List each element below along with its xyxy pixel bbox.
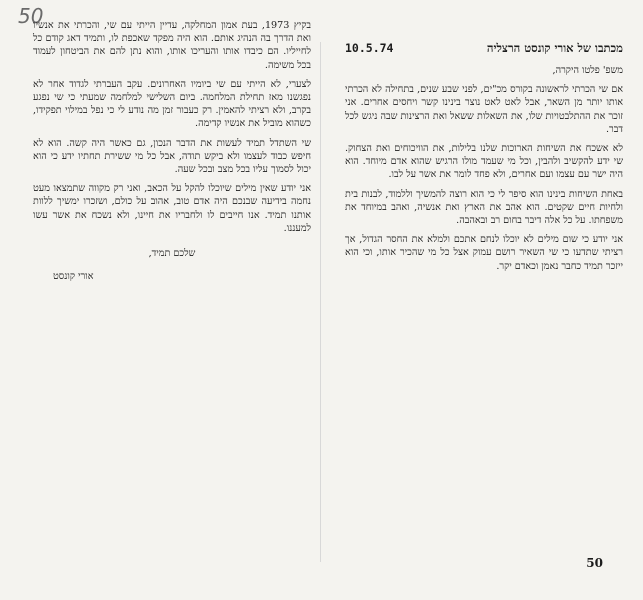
left-column-paragraph: לצערי, לא הייתי עם שי ביומיו האחרונים. עקב העברתי לגדוד אחר לא נפגשנו מאז תחילת המלחמה. ביום השלישי למלחמה שמעתי כי שי נפגע בקרב, ולא רציתי להאמין. רק כעבור זמן מה נודע לי כי נפל במילוי תפקידו, כשהוא מוביל את אנשיו קדימה. (33, 78, 311, 130)
right-column-paragraph: אני יודע כי שום מילים לא יוכלו לנחם אתכם ולמלא את החסר הגדול, אך רציתי שתדעו כי שי השאיר רושם עמוק אצל כל מי שהכיר אותו, וכי הוא ייזכר תמיד כחבר נאמן וכאדם יקר. (345, 234, 623, 272)
letter-header (345, 41, 623, 55)
letter-title: מכתבו של אורי קונסט הרצליה (486, 41, 623, 55)
left-column-paragraph: אני יודע שאין מילים שיוכלו להקל על הכאב, ואני רק מקווה שתמצאו מעט נחמה בידיעה שבנכם היה אדם טוב, אהוב על כולם, ושזכרו ימשיך ללוות אותנו תמיד. אנו חייבים לו ולחבריו את חיינו, ולא נשכח את אשר עשו למעננו. (33, 183, 311, 234)
closing-line: שלכם תמיד, (148, 248, 196, 260)
right-column-paragraph: משפ' פלטו היקרה, (552, 65, 623, 76)
left-column-paragraph: שי השתדל תמיד לעשות את הדבר הנכון, גם כאשר היה קשה. הוא לא חיפש כבוד לעצמו ולא ביקש תודה, אבל כל מי ששירת תחתיו ידע כי הוא יכול לסמוך עליו בכל מצב ובכל שעה. (33, 137, 311, 176)
right-column-paragraph: אם שי הכרתי לראשונה בקורס מכ"ים, לפני שבע שנים, בתחילה לא הכרתי אותו יותר מן השאר, אבל לאט לאט נוצר בינינו קשר ויחסים אחרים. אני זוכר את ההתלבטויות שלו, את השאלות ששאל ואת הרצינות שבה ניגש לכל דבר. (345, 84, 623, 135)
right-column-paragraph: לא אשכח את השיחות הארוכות שלנו בלילות, את הוויכוחים ואת הצחוק. שי ידע להקשיב ולהבין, וכל מי שעמד מולו הרגיש שהוא אדם מיוחד. הוא היה ישר עם עצמו ועם אחרים, ולא פחד לומר את אשר על לבו. (345, 143, 623, 181)
left-column (33, 19, 311, 283)
handwritten-page-number: 50 (18, 4, 44, 28)
right-column (345, 64, 623, 273)
printed-page-number: 50 (586, 556, 603, 570)
signature: אורי קונסט (53, 271, 94, 283)
letter-date: 10.5.74 (345, 41, 394, 55)
column-divider (320, 42, 321, 562)
left-column-paragraph: בקיץ 1973, בעת אמון המחלקה, עדיין הייתי עם שי, והכרתי את אנשיו ואת הדרך בה הנהיג אותם. הוא היה מפקד שאכפת לו, ותמיד דאג קודם כל לחייליו. הם כיבדו אותו והעריכו אותו, והוא נתן להם את הביטחון לעמוד בכל משימה. (33, 20, 311, 71)
right-column-paragraph: באחת השיחות בינינו הוא סיפר לי כי הוא רוצה להמשיך וללמוד, לבנות בית ולחיות חיים שקטים. הוא אהב את הארץ ואת אנשיה, ואהב במיוחד את משפחתו. על כל אלה דיבר בחום רב ובאהבה. (345, 188, 623, 227)
